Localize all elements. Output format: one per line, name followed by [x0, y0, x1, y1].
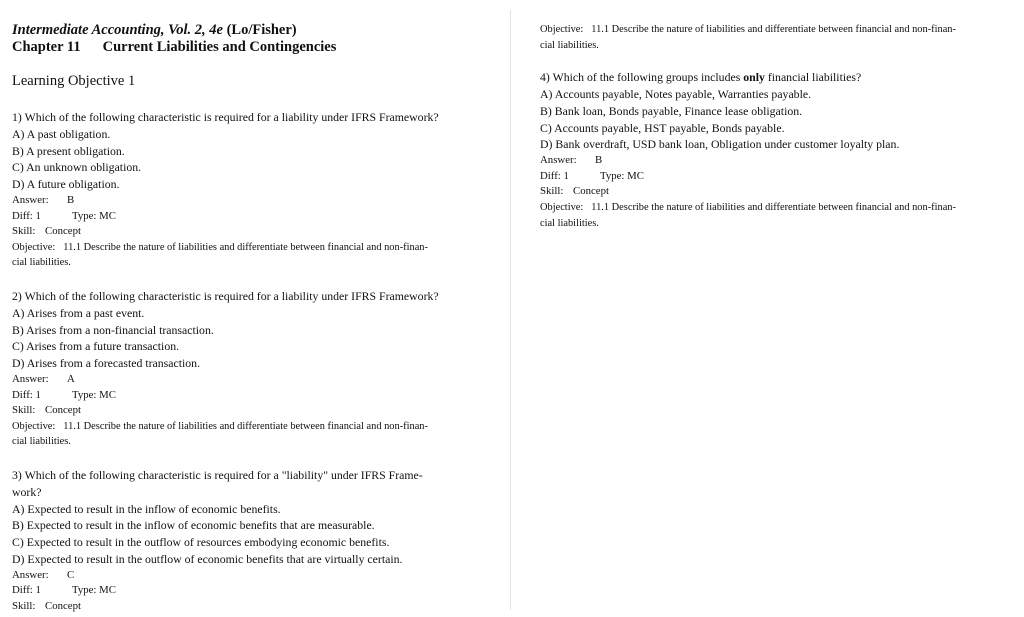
objective-line-cont: cial liabilities.	[12, 257, 71, 269]
skill-line: Skill: Concept	[12, 599, 81, 612]
answer-line: Answer: A	[12, 372, 75, 385]
continued-objective	[540, 22, 1015, 53]
objective-line-cont: cial liabilities.	[540, 39, 599, 51]
answer-value: B	[595, 154, 603, 167]
option-b: B) Arises from a non-financial transaction.	[12, 322, 214, 337]
option-d: D) Arises from a forecasted transaction.	[12, 356, 201, 371]
diff-line: Diff: 1 Type: MC	[12, 584, 116, 597]
option-a: A) Accounts payable, Notes payable, Warranties payable.	[540, 86, 812, 101]
objective-line: Objective: 11.1 Describe the nature of liabilities and differentiate between financial and non-finan-	[12, 420, 428, 432]
emphasis-only: only	[743, 70, 765, 85]
document-header	[12, 22, 502, 56]
answer-value: A	[67, 372, 75, 385]
right-column	[540, 0, 1015, 231]
question-stem: 1) Which of the following characteristic is required for a liability under IFRS Framework?	[12, 110, 439, 124]
column-divider	[510, 10, 511, 610]
skill-line: Skill: Concept	[540, 185, 609, 198]
diff-line: Diff: 1 Type: MC	[540, 169, 644, 182]
option-b: B) Expected to result in the inflow of economic benefits that are measurable.	[12, 518, 375, 533]
option-d: D) Bank overdraft, USD bank loan, Obligation under customer loyalty plan.	[540, 137, 900, 152]
option-a: A) Arises from a past event.	[12, 305, 145, 320]
answer-value: C	[67, 568, 75, 581]
answer-line: Answer: B	[12, 193, 75, 206]
option-b: B) Bank loan, Bonds payable, Finance lease obligation.	[540, 103, 803, 118]
question-stem-cont: work?	[12, 484, 42, 499]
answer-value: B	[67, 193, 75, 206]
diff-line: Diff: 1 Type: MC	[12, 388, 116, 401]
chapter-label: Chapter 11	[12, 39, 81, 55]
option-a: A) Expected to result in the inflow of economic benefits.	[12, 501, 281, 516]
learning-objective-heading: Learning Objective 1	[12, 73, 136, 89]
option-a: A) A past obligation.	[12, 126, 111, 141]
option-b: B) A present obligation.	[12, 143, 125, 158]
question-2	[12, 288, 502, 450]
option-c: C) An unknown obligation.	[12, 160, 142, 175]
book-authors: (Lo/Fisher)	[226, 22, 297, 38]
objective-line: Objective: 11.1 Describe the nature of liabilities and differentiate between financial and non-finan-	[540, 24, 956, 35]
left-column	[12, 0, 502, 614]
objective-line: Objective: 11.1 Describe the nature of liabilities and differentiate between financial and non-finan-	[540, 201, 956, 213]
objective-line-cont: cial liabilities.	[540, 217, 599, 229]
option-c: C) Expected to result in the outflow of resources embodying economic benefits.	[12, 535, 390, 550]
objective-line-cont: cial liabilities.	[12, 436, 71, 448]
chapter-line	[12, 39, 502, 56]
question-3	[12, 467, 502, 615]
question-stem: 4) Which of the following groups includes only financial liabilities?	[540, 70, 862, 85]
answer-line: Answer: B	[540, 154, 603, 167]
diff-line: Diff: 1 Type: MC	[12, 209, 116, 222]
chapter-title: Current Liabilities and Contingencies	[102, 39, 337, 55]
skill-line: Skill: Concept	[12, 404, 81, 417]
question-1	[12, 109, 502, 271]
book-title-line	[12, 22, 502, 39]
question-stem: 2) Which of the following characteristic is required for a liability under IFRS Framework?	[12, 288, 439, 303]
answer-line: Answer: C	[12, 568, 75, 581]
option-d: D) A future obligation.	[12, 177, 120, 192]
option-c: C) Accounts payable, HST payable, Bonds payable.	[540, 120, 785, 135]
option-c: C) Arises from a future transaction.	[12, 339, 180, 354]
objective-line: Objective: 11.1 Describe the nature of liabilities and differentiate between financial and non-finan-	[12, 241, 428, 253]
option-d: D) Expected to result in the outflow of economic benefits that are virtually certain.	[12, 551, 403, 566]
question-stem: 3) Which of the following characteristic is required for a "liability" under IFRS Frame-	[12, 467, 423, 482]
skill-line: Skill: Concept	[12, 225, 81, 238]
book-title: Intermediate Accounting, Vol. 2, 4e	[12, 22, 223, 38]
question-4	[540, 69, 1015, 231]
